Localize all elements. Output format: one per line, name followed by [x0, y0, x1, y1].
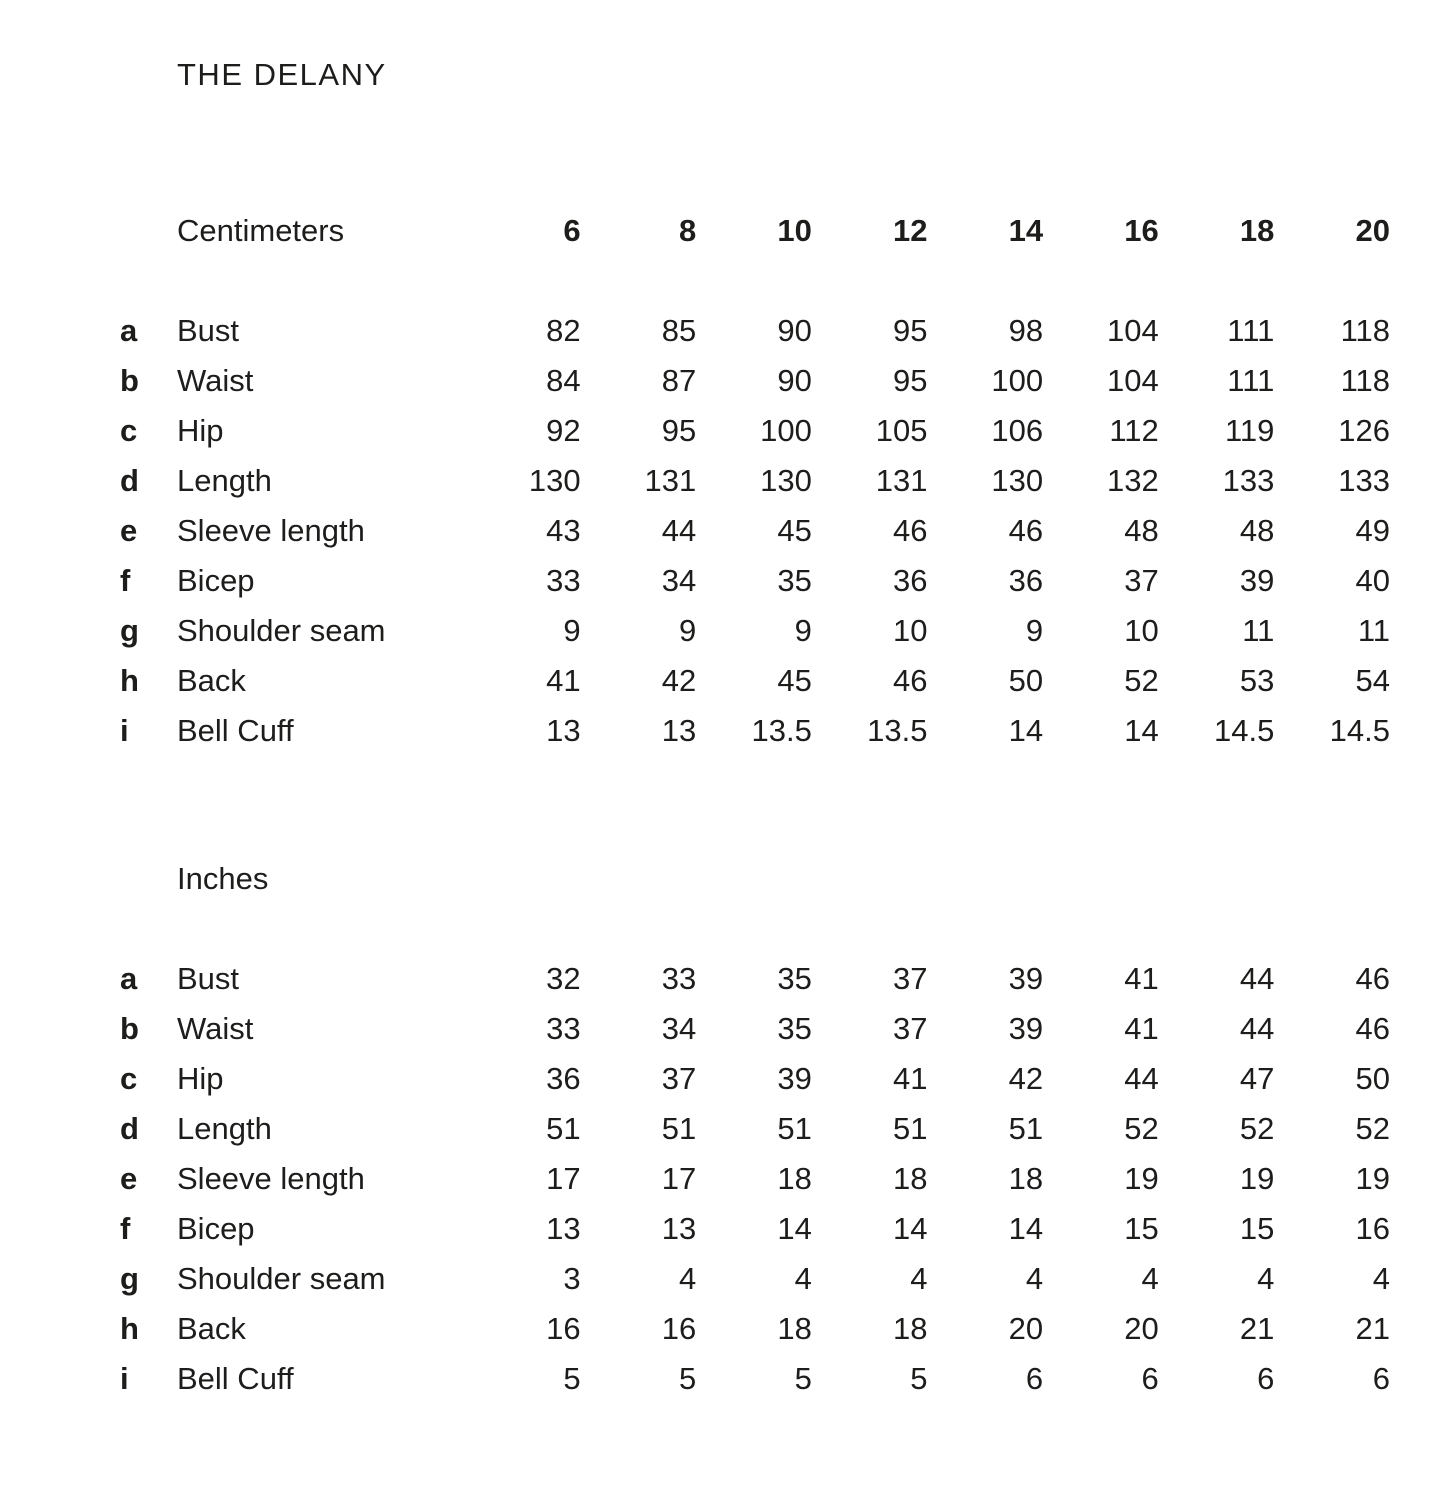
row-value: 51	[777, 1111, 812, 1146]
row-value: 90	[777, 363, 812, 398]
row-value: 54	[1355, 663, 1390, 698]
row-value: 9	[794, 613, 812, 648]
row-value: 40	[1355, 563, 1390, 598]
row-value: 36	[546, 1061, 581, 1096]
row-value: 104	[1107, 313, 1159, 348]
row-value: 51	[546, 1111, 581, 1146]
table-row	[120, 506, 1390, 556]
row-value: 6	[1141, 1361, 1159, 1396]
row-value: 100	[760, 413, 812, 448]
row-value: 84	[546, 363, 581, 398]
row-value: 18	[777, 1161, 812, 1196]
row-value: 20	[1124, 1311, 1159, 1346]
row-letter: b	[120, 1011, 139, 1046]
row-value: 15	[1239, 1211, 1275, 1246]
row-value: 92	[546, 413, 581, 448]
row-value: 6	[1025, 1361, 1044, 1396]
table-row	[120, 706, 1390, 756]
row-value: 85	[661, 313, 697, 348]
row-value: 33	[546, 1011, 581, 1046]
row-value: 104	[1107, 363, 1159, 398]
row-value: 98	[1008, 313, 1044, 348]
table-row	[120, 1354, 1390, 1404]
row-label: Waist	[177, 363, 254, 398]
row-value: 18	[893, 1311, 928, 1346]
size-column-header: 8	[679, 213, 697, 248]
row-label: Hip	[177, 413, 224, 448]
row-value: 14.5	[1214, 713, 1275, 748]
row-value: 13	[546, 1211, 581, 1246]
row-value: 11	[1242, 613, 1275, 648]
row-value: 52	[1239, 1111, 1275, 1146]
row-value: 50	[1008, 663, 1044, 698]
row-label: Bicep	[177, 1211, 255, 1246]
row-letter: d	[120, 1111, 139, 1146]
table-row	[120, 954, 1390, 1004]
row-label: Hip	[177, 1061, 224, 1096]
row-value: 52	[1124, 663, 1159, 698]
row-letter: f	[120, 1211, 131, 1246]
row-value: 19	[1124, 1161, 1159, 1196]
row-value: 13	[661, 713, 697, 748]
row-value: 32	[546, 961, 581, 996]
row-value: 19	[1239, 1161, 1275, 1196]
row-label: Bicep	[177, 563, 255, 598]
table-row	[120, 1054, 1390, 1104]
row-value: 34	[661, 1011, 697, 1046]
row-value: 14	[1124, 713, 1159, 748]
row-letter: a	[120, 961, 138, 996]
row-value: 10	[893, 613, 928, 648]
row-value: 131	[644, 463, 697, 498]
row-letter: g	[120, 1261, 139, 1296]
row-label: Waist	[177, 1011, 254, 1046]
row-value: 100	[991, 363, 1044, 398]
table-row	[120, 556, 1390, 606]
inches-table	[120, 854, 1390, 1404]
table-row	[120, 406, 1390, 456]
row-value: 41	[546, 663, 581, 698]
row-value: 48	[1239, 513, 1275, 548]
row-value: 39	[777, 1061, 812, 1096]
row-value: 90	[777, 313, 812, 348]
row-value: 33	[546, 563, 581, 598]
size-column-header: 10	[777, 213, 812, 248]
row-value: 21	[1239, 1311, 1275, 1346]
row-value: 95	[893, 313, 928, 348]
row-value: 46	[1008, 513, 1044, 548]
row-value: 18	[1008, 1161, 1044, 1196]
row-letter: h	[120, 663, 139, 698]
row-value: 14	[1008, 713, 1044, 748]
row-value: 111	[1227, 363, 1275, 398]
row-value: 41	[893, 1061, 928, 1096]
row-label: Length	[177, 463, 272, 498]
row-value: 126	[1338, 413, 1390, 448]
row-value: 46	[1355, 961, 1390, 996]
centimeters-rows	[120, 306, 1390, 756]
row-value: 5	[563, 1361, 581, 1396]
row-value: 11	[1357, 613, 1390, 648]
row-label: Bust	[177, 313, 240, 348]
table-row	[120, 1204, 1390, 1254]
row-value: 95	[893, 363, 928, 398]
row-value: 33	[661, 961, 697, 996]
row-value: 130	[991, 463, 1044, 498]
row-value: 87	[661, 363, 697, 398]
row-value: 35	[777, 563, 812, 598]
size-column-header: 14	[1008, 213, 1044, 248]
row-value: 9	[679, 613, 697, 648]
table-row	[120, 456, 1390, 506]
row-value: 46	[1355, 1011, 1390, 1046]
row-value: 18	[893, 1161, 928, 1196]
row-value: 35	[777, 961, 812, 996]
row-value: 42	[661, 663, 697, 698]
row-value: 37	[893, 961, 928, 996]
row-value: 133	[1338, 463, 1390, 498]
row-value: 35	[777, 1011, 812, 1046]
row-value: 51	[661, 1111, 697, 1146]
row-value: 16	[1355, 1211, 1390, 1246]
size-column-header: 12	[893, 213, 928, 248]
row-value: 39	[1008, 961, 1044, 996]
row-label: Shoulder seam	[177, 1261, 386, 1296]
table-row	[120, 656, 1390, 706]
row-label: Bust	[177, 961, 240, 996]
row-value: 45	[777, 663, 812, 698]
row-value: 49	[1355, 513, 1390, 548]
row-value: 20	[1008, 1311, 1044, 1346]
row-value: 51	[893, 1111, 928, 1146]
table-row	[120, 1154, 1390, 1204]
row-letter: i	[120, 713, 129, 748]
row-value: 6	[1372, 1361, 1390, 1396]
row-value: 46	[893, 663, 928, 698]
row-value: 14	[1008, 1211, 1044, 1246]
row-value: 42	[1008, 1061, 1044, 1096]
row-value: 17	[546, 1161, 581, 1196]
row-value: 44	[1239, 961, 1275, 996]
row-value: 39	[1239, 563, 1275, 598]
size-column-header: 20	[1355, 213, 1390, 248]
row-value: 4	[1025, 1261, 1044, 1296]
row-value: 4	[1141, 1261, 1159, 1296]
row-letter: g	[120, 613, 139, 648]
row-label: Sleeve length	[177, 513, 365, 548]
row-letter: h	[120, 1311, 139, 1346]
row-value: 46	[893, 513, 928, 548]
row-label: Bell Cuff	[177, 713, 294, 748]
row-letter: e	[120, 513, 138, 548]
row-value: 47	[1239, 1061, 1275, 1096]
row-value: 16	[546, 1311, 581, 1346]
row-value: 4	[910, 1261, 928, 1296]
row-value: 44	[1124, 1061, 1159, 1096]
inches-rows	[120, 954, 1390, 1404]
row-value: 14	[893, 1211, 928, 1246]
row-value: 17	[661, 1161, 697, 1196]
row-value: 43	[546, 513, 581, 548]
row-label: Sleeve length	[177, 1161, 365, 1196]
row-value: 4	[794, 1261, 812, 1296]
row-value: 18	[777, 1311, 812, 1346]
row-value: 112	[1109, 413, 1159, 448]
row-value: 21	[1355, 1311, 1390, 1346]
row-value: 130	[760, 463, 812, 498]
row-value: 37	[1124, 563, 1159, 598]
row-letter: a	[120, 313, 138, 348]
row-letter: d	[120, 463, 139, 498]
row-value: 53	[1239, 663, 1275, 698]
row-label: Back	[177, 663, 246, 698]
row-value: 13.5	[867, 713, 928, 748]
row-value: 13	[546, 713, 581, 748]
size-column-header: 6	[563, 213, 581, 248]
row-value: 44	[661, 513, 697, 548]
row-value: 13.5	[751, 713, 812, 748]
row-value: 13	[661, 1211, 697, 1246]
row-value: 5	[794, 1361, 812, 1396]
row-label: Bell Cuff	[177, 1361, 294, 1396]
size-column-header: 18	[1239, 213, 1275, 248]
row-letter: i	[120, 1361, 129, 1396]
row-letter: c	[120, 1061, 138, 1096]
row-letter: c	[120, 413, 138, 448]
row-value: 5	[910, 1361, 928, 1396]
table-row	[120, 1104, 1390, 1154]
row-letter: e	[120, 1161, 138, 1196]
row-value: 95	[661, 413, 697, 448]
row-value: 119	[1224, 413, 1275, 448]
row-value: 131	[875, 463, 928, 498]
row-value: 41	[1124, 1011, 1159, 1046]
row-value: 48	[1124, 513, 1159, 548]
row-value: 37	[661, 1061, 697, 1096]
row-value: 36	[1008, 563, 1044, 598]
row-value: 118	[1340, 363, 1390, 398]
row-value: 41	[1124, 961, 1159, 996]
row-value: 105	[875, 413, 928, 448]
table-row	[120, 606, 1390, 656]
row-value: 10	[1124, 613, 1159, 648]
row-value: 132	[1107, 463, 1159, 498]
inches-header-row	[120, 854, 1390, 904]
row-value: 36	[893, 563, 928, 598]
row-value: 82	[546, 313, 581, 348]
row-label: Length	[177, 1111, 272, 1146]
table-row	[120, 1004, 1390, 1054]
row-value: 44	[1239, 1011, 1275, 1046]
row-value: 4	[1257, 1261, 1275, 1296]
row-value: 4	[679, 1261, 697, 1296]
row-value: 118	[1340, 313, 1390, 348]
row-value: 14.5	[1329, 713, 1390, 748]
row-value: 130	[528, 463, 581, 498]
row-value: 3	[563, 1261, 581, 1296]
row-value: 4	[1372, 1261, 1390, 1296]
row-value: 133	[1222, 463, 1275, 498]
row-value: 16	[661, 1311, 697, 1346]
row-label: Shoulder seam	[177, 613, 386, 648]
row-value: 19	[1355, 1161, 1390, 1196]
row-value: 111	[1227, 313, 1275, 348]
row-value: 45	[777, 513, 812, 548]
table-row	[120, 1254, 1390, 1304]
row-value: 50	[1355, 1061, 1390, 1096]
row-value: 52	[1124, 1111, 1159, 1146]
table-row	[120, 356, 1390, 406]
row-value: 15	[1124, 1211, 1159, 1246]
row-value: 52	[1355, 1111, 1390, 1146]
row-label: Back	[177, 1311, 246, 1346]
row-letter: f	[120, 563, 131, 598]
table-row	[120, 1304, 1390, 1354]
table-row	[120, 306, 1390, 356]
centimeters-table	[120, 206, 1390, 756]
row-value: 14	[777, 1211, 812, 1246]
unit-label-inches: Inches	[177, 861, 269, 896]
row-value: 51	[1008, 1111, 1044, 1146]
row-value: 5	[679, 1361, 697, 1396]
row-value: 9	[1025, 613, 1044, 648]
unit-label-centimeters: Centimeters	[177, 213, 345, 248]
page-title: THE DELANY	[177, 57, 387, 92]
row-value: 106	[991, 413, 1044, 448]
size-column-header: 16	[1124, 213, 1159, 248]
row-value: 39	[1008, 1011, 1044, 1046]
row-value: 34	[661, 563, 697, 598]
row-value: 9	[563, 613, 581, 648]
row-value: 37	[893, 1011, 928, 1046]
centimeters-header-row	[120, 206, 1390, 256]
row-letter: b	[120, 363, 139, 398]
row-value: 6	[1257, 1361, 1275, 1396]
